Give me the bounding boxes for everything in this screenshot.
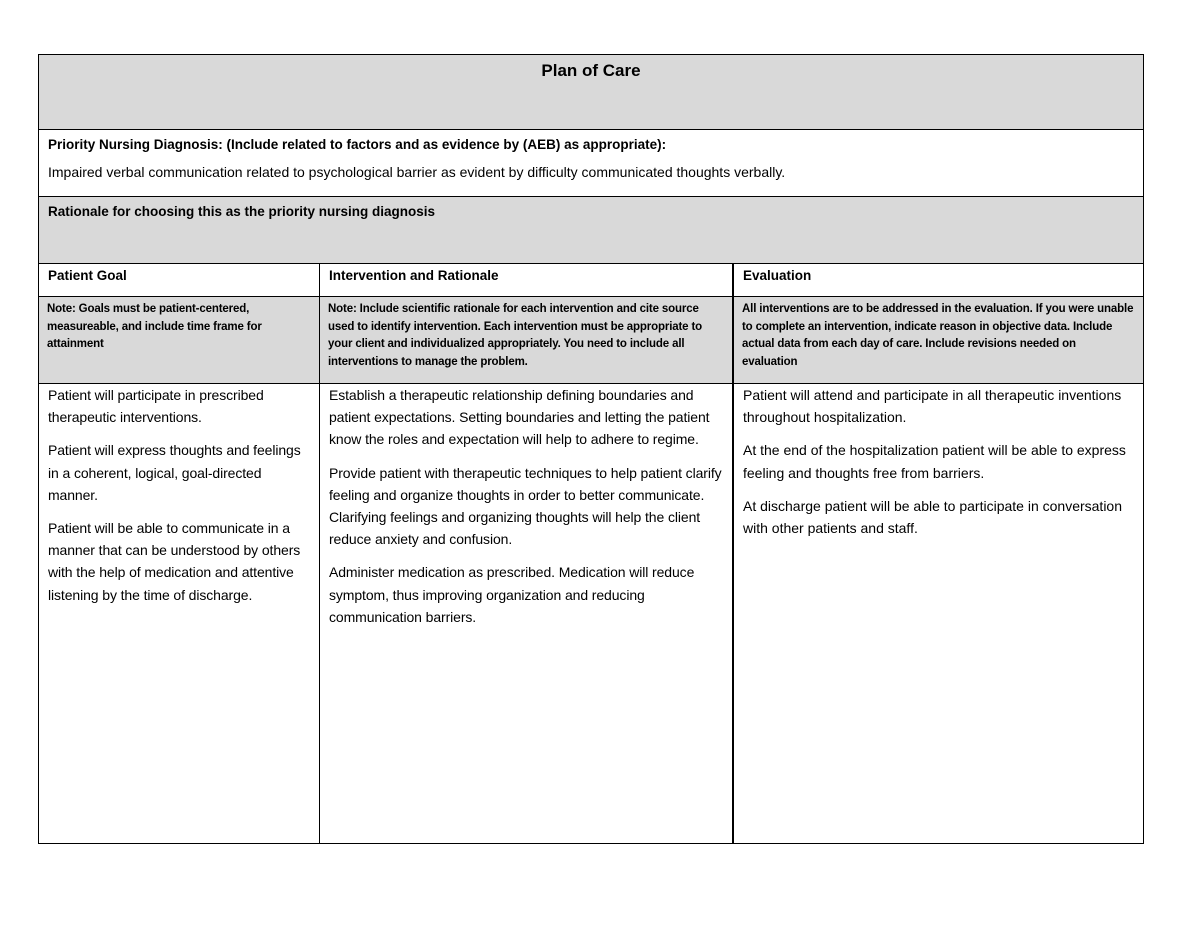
content-row (39, 384, 1143, 843)
interventions-cell (320, 384, 734, 843)
goal-note: Note: Goals must be patient-centered, measureable, and include time frame for attainment (39, 297, 320, 383)
evaluation-item: At the end of the hospitalization patient will be able to express feeling and thoughts free from barriers. (743, 442, 1126, 481)
rationale-row (39, 197, 1143, 264)
notes-row (39, 297, 1143, 384)
title-row (39, 55, 1143, 130)
goals-cell (39, 384, 320, 843)
column-header-row (39, 264, 1143, 297)
evaluation-item: At discharge patient will be able to participate in conversation with other patients and staff. (743, 497, 1122, 537)
evaluation-item: Patient will attend and participate in all therapeutic inventions throughout hospitalization. (743, 387, 1122, 426)
diagnosis-label: Priority Nursing Diagnosis: (Include related to factors and as evidence by (AEB) as appropriate): (48, 137, 667, 152)
intervention-item: Establish a therapeutic relationship defining boundaries and patient expectations. Setting boundaries and letting the patient know the roles and expectation will help to adhere to regime. (329, 387, 710, 448)
plan-of-care-table (38, 54, 1144, 844)
patient-goal-header: Patient Goal (39, 264, 320, 296)
page-title: Plan of Care (541, 61, 641, 80)
rationale-label: Rationale for choosing this as the priority nursing diagnosis (48, 204, 436, 219)
intervention-item: Provide patient with therapeutic techniques to help patient clarify feeling and organize thoughts in order to better communicate. Clarifying feelings and organizing thoughts will help the client reduce anxiety and confusion. (329, 464, 722, 548)
goal-item: Patient will participate in prescribed therapeutic interventions. (48, 387, 264, 426)
goal-item: Patient will express thoughts and feelings in a coherent, logical, goal-directed manner. (48, 442, 301, 503)
diagnosis-text: Impaired verbal communication related to psychological barrier as evident by difficulty communicated thoughts verbally. (48, 164, 786, 180)
evaluation-header: Evaluation (743, 268, 812, 283)
goal-item: Patient will be able to communicate in a manner that can be understood by others with the help of medication and attentive listening by the time of discharge. (48, 520, 301, 603)
diagnosis-row (39, 130, 1143, 197)
evaluations-cell (734, 384, 1143, 843)
evaluation-note: All interventions are to be addressed in the evaluation. If you were unable to complete an intervention, indicate reason in objective data. Include actual data from each day of care. Include revisions needed on evaluation (742, 303, 1134, 368)
intervention-item: Administer medication as prescribed. Medication will reduce symptom, thus improving organization and reducing communication barriers. (329, 564, 695, 625)
intervention-note: Note: Include scientific rationale for each intervention and cite source used to identify intervention. Each intervention must be appropriate to your client and individualized appropriately. You need to include all interventions to manage the problem. (320, 297, 734, 383)
intervention-header: Intervention and Rationale (320, 264, 734, 296)
